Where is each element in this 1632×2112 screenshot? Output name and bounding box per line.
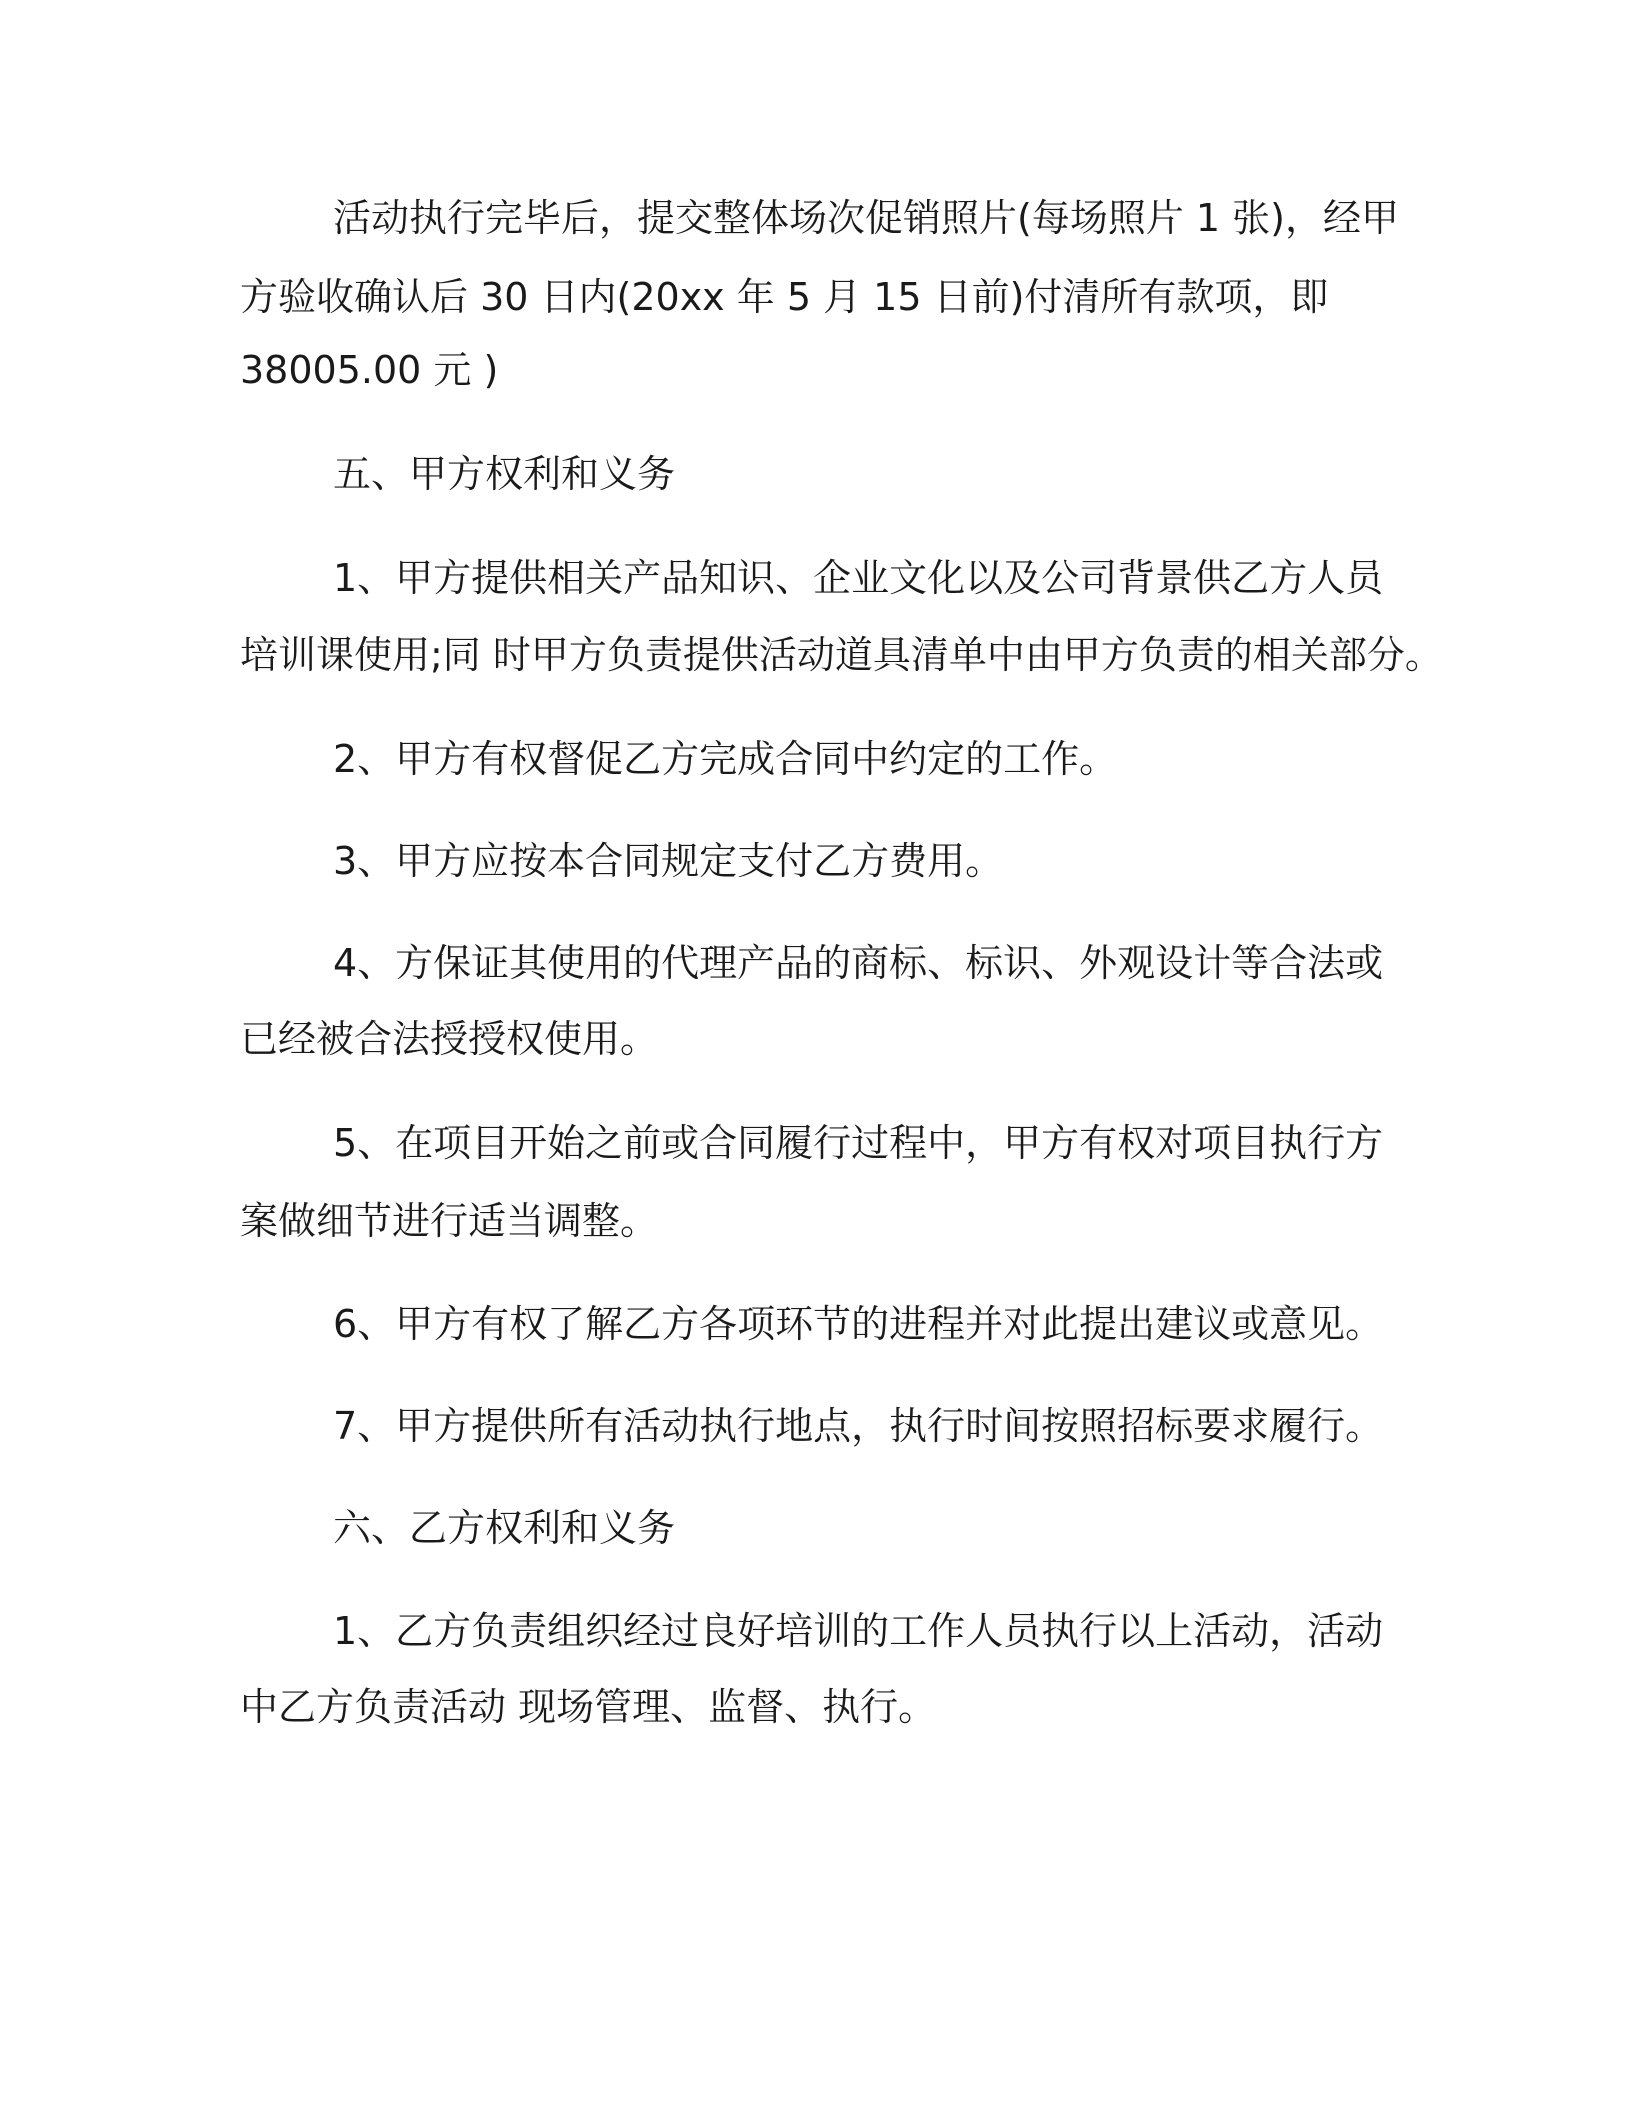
paragraph-line: 7、甲方提供所有活动执行地点，执行时间按照招标要求履行。	[333, 1404, 1384, 1448]
paragraph-line: 2、甲方有权督促乙方完成合同中约定的工作。	[333, 737, 1118, 781]
section-heading: 六、乙方权利和义务	[333, 1506, 676, 1550]
paragraph-line: 已经被合法授授权使用。	[240, 1017, 659, 1061]
paragraph-line: 中乙方负责活动 现场管理、监督、执行。	[240, 1685, 937, 1729]
paragraph-line: 方验收确认后 30 日内(20xx 年 5 月 15 日前)付清所有款项，即	[240, 275, 1329, 319]
paragraph-line: 4、方保证其使用的代理产品的商标、标识、外观设计等合法或	[333, 941, 1384, 985]
paragraph-line: 3、甲方应按本合同规定支付乙方费用。	[333, 839, 1004, 883]
paragraph-line: 1、甲方提供相关产品知识、企业文化以及公司背景供乙方人员	[333, 556, 1384, 600]
paragraph-line: 38005.00 元 )	[240, 348, 499, 392]
paragraph-line: 案做细节进行适当调整。	[240, 1199, 659, 1243]
paragraph-line: 6、甲方有权了解乙方各项环节的进程并对此提出建议或意见。	[333, 1302, 1384, 1346]
section-heading: 五、甲方权利和义务	[333, 452, 676, 496]
paragraph-line: 活动执行完毕后，提交整体场次促销照片(每场照片 1 张)，经甲	[333, 196, 1399, 240]
paragraph-line: 培训课使用;同 时甲方负责提供活动道具清单中由甲方负责的相关部分。	[240, 633, 1443, 677]
paragraph-line: 5、在项目开始之前或合同履行过程中，甲方有权对项目执行方	[333, 1121, 1384, 1165]
paragraph-line: 1、乙方负责组织经过良好培训的工作人员执行以上活动，活动	[333, 1609, 1384, 1653]
